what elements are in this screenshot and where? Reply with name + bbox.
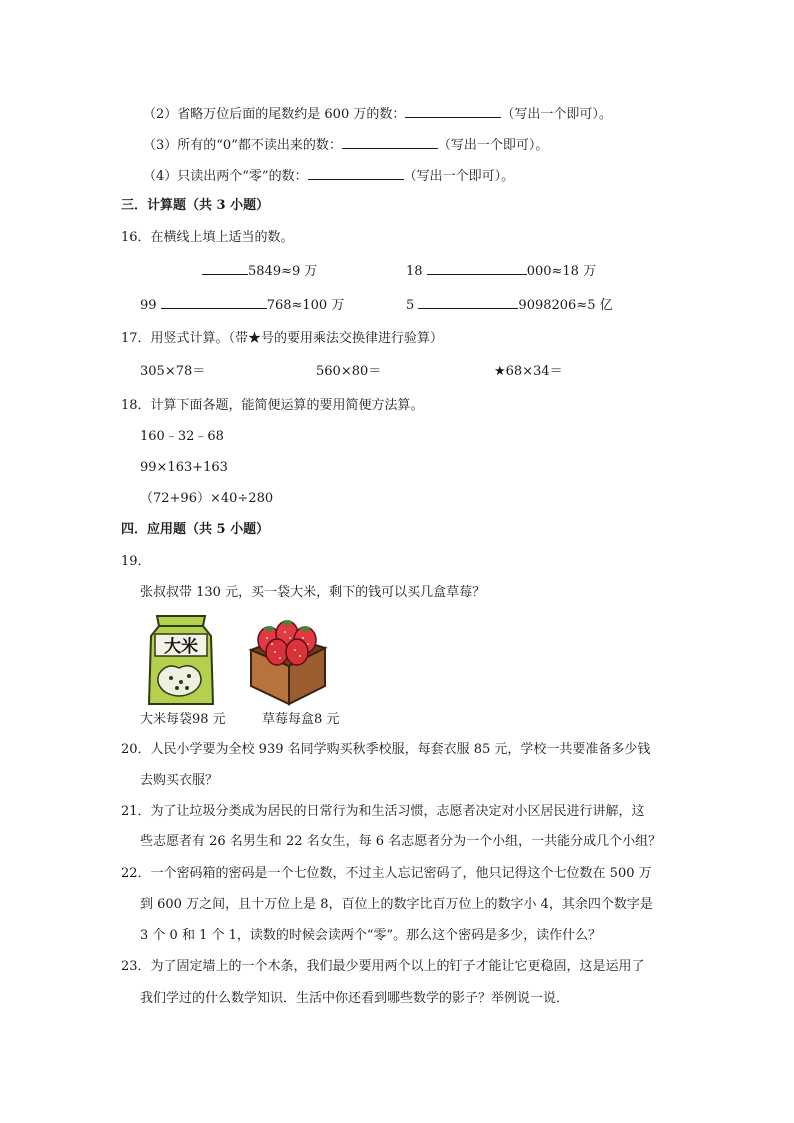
q18-stem: 18．计算下面各题，能简便运算的要用简便方法算。	[121, 398, 424, 413]
q17-expr-1: 305×78＝	[140, 364, 206, 379]
answer-blank[interactable]	[405, 104, 501, 118]
section-title-calculation: 三．计算题（共 3 小题）	[121, 198, 270, 213]
rice-caption: 大米每袋98 元	[140, 712, 226, 727]
q19-number: 19．	[121, 554, 151, 569]
rice-bag-icon	[143, 612, 219, 708]
q17-stem: 17．用竖式计算。（带★号的要用乘法交换律进行验算）	[121, 331, 444, 346]
q22-line-3: 3 个 0 和 1 个 1，读数的时候会读两个“零”。那么这个密码是多少，读作什么？	[140, 928, 602, 943]
q18-expr-2: 99×163+163	[140, 460, 228, 475]
q18-expr-1: 160﹣32﹣68	[140, 429, 224, 444]
answer-blank[interactable]	[161, 295, 267, 309]
strawberry-caption: 草莓每盒8 元	[262, 712, 340, 727]
q18-expr-3: （72+96）×40÷280	[140, 491, 274, 506]
q23-line-2: 我们学过的什么数学知识．生活中你还看到哪些数学的影子？举例说一说．	[140, 991, 570, 1006]
q20-line-1: 20．人民小学要为全校 939 名同学购买秋季校服，每套衣服 85 元，学校一共要准备多少钱	[121, 742, 651, 757]
q19-text: 张叔叔带 130 元，买一袋大米，剩下的钱可以买几盒草莓？	[140, 585, 486, 600]
answer-blank[interactable]	[342, 135, 438, 149]
strawberry-box-icon	[247, 614, 329, 706]
q16-blank-c: 99 768≈100 万	[140, 295, 344, 315]
q23-line-1: 23．为了固定墙上的一个木条，我们最少要用两个以上的钉子才能让它更稳固，这是运用了	[121, 959, 645, 974]
q17-expr-2: 560×80＝	[316, 364, 382, 379]
q16-blank-b: 18 000≈18 万	[406, 261, 596, 281]
q21-line-2: 些志愿者有 26 名男生和 22 名女生，每 6 名志愿者分为一个小组，一共能分成几个小组？	[140, 834, 662, 849]
q15-item-2: （2）省略万位后面的尾数约是 600 万的数： （写出一个即可）。	[143, 104, 612, 124]
answer-blank[interactable]	[202, 261, 248, 275]
q16-stem: 16．在横线上填上适当的数。	[121, 230, 294, 245]
q15-item-4: （4）只读出两个“零”的数： （写出一个即可）。	[143, 166, 514, 186]
answer-blank[interactable]	[427, 261, 527, 275]
q20-line-2: 去购买衣服？	[140, 773, 219, 788]
q22-line-2: 到 600 万之间，且十万位上是 8，百位上的数字比百万位上的数字小 4，其余四个数字是	[140, 897, 653, 912]
answer-blank[interactable]	[308, 166, 404, 180]
q16-blank-d: 5 9098206≈5 亿	[406, 295, 613, 315]
q21-line-1: 21．为了让垃圾分类成为居民的日常行为和生活习惯，志愿者决定对小区居民进行讲解，这	[121, 804, 645, 819]
q16-blank-a: 5849≈9 万	[202, 261, 317, 281]
q22-line-1: 22．一个密码箱的密码是一个七位数，不过主人忘记密码了，他只记得这个七位数在 500 万	[121, 866, 652, 881]
section-title-application: 四．应用题（共 5 小题）	[121, 522, 270, 537]
answer-blank[interactable]	[418, 295, 518, 309]
rice-bag-label: 大米	[164, 637, 198, 657]
q15-item-3: （3）所有的“0”都不读出来的数： （写出一个即可）。	[143, 135, 548, 155]
q17-expr-3: ★68×34＝	[494, 364, 563, 379]
